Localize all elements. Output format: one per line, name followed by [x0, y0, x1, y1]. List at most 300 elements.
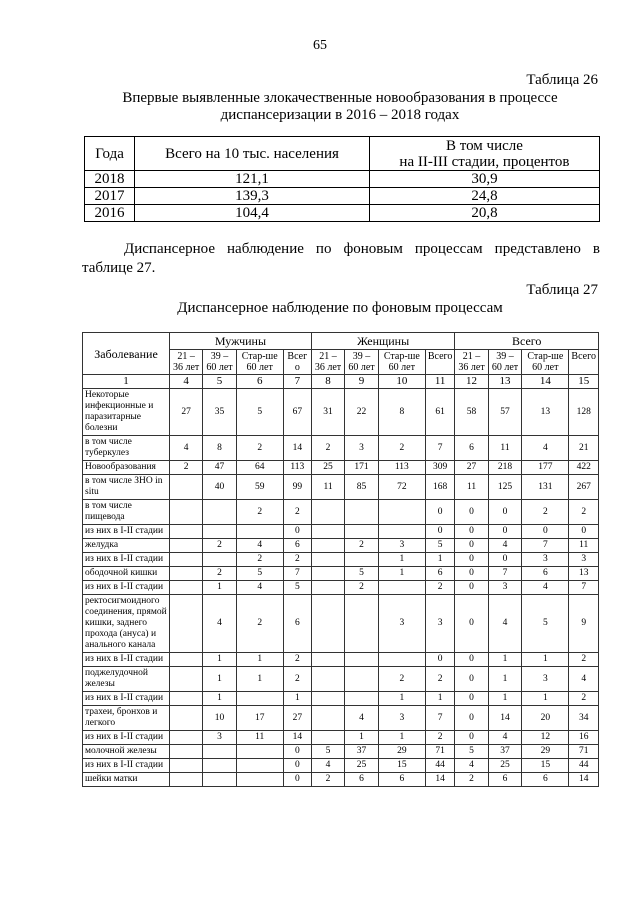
table-cell: 4 — [236, 581, 283, 595]
table-cell: 104,4 — [135, 205, 370, 222]
table-cell: 3 — [345, 436, 379, 461]
table26-caption: Таблица 26 — [526, 72, 598, 88]
table-cell: 30,9 — [369, 171, 599, 188]
disease-name: из них в I-II стадии — [83, 731, 170, 745]
table-cell — [345, 595, 379, 653]
table-cell: 13 — [522, 389, 569, 436]
table-cell: 4 — [345, 706, 379, 731]
table-cell: 2 — [425, 581, 455, 595]
table-cell: 25 — [488, 759, 522, 773]
table-cell: 1 — [378, 692, 425, 706]
table-cell — [203, 553, 236, 567]
table-cell — [170, 759, 203, 773]
table-cell — [203, 525, 236, 539]
table-26: Года Всего на 10 тыс. населения В том числе на II-III стадии, процентов 2018 121,1 30,9 2017 139,3 24,8 2016 104,4 20,8 — [84, 136, 600, 222]
table-cell — [203, 745, 236, 759]
table-row — [83, 773, 599, 787]
table-cell: 11 — [569, 539, 599, 553]
table-cell: 20 — [522, 706, 569, 731]
table-cell: 0 — [425, 525, 455, 539]
disease-name: в том числе ЗНО in situ — [83, 475, 170, 500]
table-cell — [378, 653, 425, 667]
sub-header: 21 – 36 лет — [170, 350, 203, 375]
disease-name: из них в I-II стадии — [83, 653, 170, 667]
name-header: Заболевание — [83, 333, 170, 375]
table-cell: 3 — [203, 731, 236, 745]
table-cell: 171 — [345, 461, 379, 475]
sub-header: Стар-ше 60 лет — [236, 350, 283, 375]
table-cell — [311, 539, 344, 553]
table27-caption: Таблица 27 — [526, 282, 598, 298]
table-cell: 9 — [569, 595, 599, 653]
table-cell: 7 — [283, 567, 311, 581]
table-cell: 1 — [522, 653, 569, 667]
table-cell: 1 — [488, 653, 522, 667]
column-index: 7 — [283, 375, 311, 389]
table-cell: 2 — [569, 500, 599, 525]
table-cell: 0 — [283, 745, 311, 759]
table-cell: 0 — [283, 525, 311, 539]
table-cell: 12 — [522, 731, 569, 745]
table-cell: 0 — [455, 692, 488, 706]
column-index: 12 — [455, 375, 488, 389]
table-cell: 5 — [522, 595, 569, 653]
table-cell: 31 — [311, 389, 344, 436]
sub-header: Всего — [569, 350, 599, 375]
table-cell — [170, 692, 203, 706]
table-cell: 309 — [425, 461, 455, 475]
table-cell: 5 — [236, 389, 283, 436]
table-cell: 4 — [488, 539, 522, 553]
table-cell: 4 — [170, 436, 203, 461]
table-cell: 2 — [345, 539, 379, 553]
table-cell: 2 — [378, 667, 425, 692]
group-header-row — [83, 333, 599, 350]
table-cell: 2 — [569, 653, 599, 667]
table-row — [85, 188, 600, 205]
column-index: 1 — [83, 375, 170, 389]
table-cell: 0 — [425, 653, 455, 667]
table-cell: 1 — [203, 581, 236, 595]
table-cell: 14 — [425, 773, 455, 787]
table-cell: 121,1 — [135, 171, 370, 188]
table-row — [83, 500, 599, 525]
table-cell — [345, 553, 379, 567]
table-cell — [203, 500, 236, 525]
table-cell: 2 — [236, 436, 283, 461]
table-cell: 5 — [283, 581, 311, 595]
table-cell — [170, 653, 203, 667]
table-cell: 5 — [311, 745, 344, 759]
table-cell: 11 — [455, 475, 488, 500]
disease-name: в том числе пищевода — [83, 500, 170, 525]
table-cell: 99 — [283, 475, 311, 500]
table-row — [83, 653, 599, 667]
table-cell — [311, 500, 344, 525]
table27-title: Диспансерное наблюдение по фоновым процессам — [177, 300, 503, 316]
table-cell: 6 — [522, 567, 569, 581]
table-cell — [170, 567, 203, 581]
table-cell: 1 — [425, 553, 455, 567]
table-cell — [345, 500, 379, 525]
table-cell: 6 — [455, 436, 488, 461]
table-cell: 2 — [236, 553, 283, 567]
table-row — [83, 475, 599, 500]
table-cell: 7 — [522, 539, 569, 553]
table-cell: 11 — [311, 475, 344, 500]
table-cell: 14 — [569, 773, 599, 787]
table-row — [83, 539, 599, 553]
table-cell: 0 — [522, 525, 569, 539]
column-index: 14 — [522, 375, 569, 389]
table-cell: 125 — [488, 475, 522, 500]
sub-header: 39 – 60 лет — [488, 350, 522, 375]
table-cell: 3 — [522, 553, 569, 567]
table-cell: 2 — [522, 500, 569, 525]
table-cell: 3 — [378, 595, 425, 653]
table-cell: 34 — [569, 706, 599, 731]
table-cell: 6 — [378, 773, 425, 787]
table-cell: 2 — [203, 567, 236, 581]
table-cell — [236, 745, 283, 759]
column-index: 6 — [236, 375, 283, 389]
table-row — [83, 731, 599, 745]
table-cell: 2016 — [85, 205, 135, 222]
table-cell: 44 — [569, 759, 599, 773]
table-cell — [311, 653, 344, 667]
table-cell — [170, 500, 203, 525]
table-cell: 0 — [455, 525, 488, 539]
table-cell: 11 — [488, 436, 522, 461]
table-cell: 6 — [283, 539, 311, 553]
table-cell — [311, 581, 344, 595]
table-cell: 4 — [488, 595, 522, 653]
table-cell — [170, 667, 203, 692]
table-cell: 5 — [425, 539, 455, 553]
table-cell: 2 — [378, 436, 425, 461]
table-cell — [170, 525, 203, 539]
table-row — [83, 461, 599, 475]
table-cell: 35 — [203, 389, 236, 436]
table-cell: 1 — [522, 692, 569, 706]
table-cell: 1 — [203, 667, 236, 692]
table-cell: 2 — [283, 553, 311, 567]
table-cell: 15 — [522, 759, 569, 773]
table-cell — [345, 525, 379, 539]
table-cell: 58 — [455, 389, 488, 436]
table-cell: 2 — [425, 731, 455, 745]
disease-name: ректосигмоидного соединения, прямой кишки, заднего прохода (ануса) и анального канала — [83, 595, 170, 653]
table-cell: 3 — [425, 595, 455, 653]
table-cell: 14 — [488, 706, 522, 731]
table-cell: 0 — [283, 773, 311, 787]
table-cell: 44 — [425, 759, 455, 773]
sub-header: Всег о — [283, 350, 311, 375]
disease-name: ободочной кишки — [83, 567, 170, 581]
table-cell: 5 — [236, 567, 283, 581]
table-cell: 2018 — [85, 171, 135, 188]
table-cell — [170, 595, 203, 653]
table-row — [83, 759, 599, 773]
disease-name: из них в I-II стадии — [83, 525, 170, 539]
column-index: 13 — [488, 375, 522, 389]
table-cell: 2 — [311, 436, 344, 461]
table-cell: 113 — [283, 461, 311, 475]
table-cell: 22 — [345, 389, 379, 436]
table-cell: 59 — [236, 475, 283, 500]
table-cell — [236, 773, 283, 787]
table-cell — [345, 692, 379, 706]
table-cell: 168 — [425, 475, 455, 500]
table-cell: 3 — [488, 581, 522, 595]
table-cell: 71 — [425, 745, 455, 759]
table-row — [85, 171, 600, 188]
table-cell — [311, 525, 344, 539]
table-cell: 61 — [425, 389, 455, 436]
table-cell: 29 — [522, 745, 569, 759]
table-cell: 2 — [455, 773, 488, 787]
disease-name: из них в I-II стадии — [83, 759, 170, 773]
table-cell: 5 — [345, 567, 379, 581]
table-cell: 15 — [378, 759, 425, 773]
table-cell — [378, 500, 425, 525]
table-cell: 1 — [283, 692, 311, 706]
table-cell — [236, 692, 283, 706]
table-cell: 2 — [283, 653, 311, 667]
table-cell: 21 — [569, 436, 599, 461]
table-cell: 7 — [569, 581, 599, 595]
table-row — [83, 389, 599, 436]
table-cell: 6 — [425, 567, 455, 581]
table-cell: 3 — [378, 706, 425, 731]
table-cell — [311, 731, 344, 745]
sub-header: 21 – 36 лет — [311, 350, 344, 375]
paragraph: Диспансерное наблюдение по фоновым процессам представлено в таблице 27. — [82, 241, 600, 276]
column-index: 8 — [311, 375, 344, 389]
table-cell — [311, 567, 344, 581]
column-index: 11 — [425, 375, 455, 389]
sub-header: 39 – 60 лет — [345, 350, 379, 375]
table-row — [83, 745, 599, 759]
table-cell: 25 — [345, 759, 379, 773]
sub-header: 39 – 60 лет — [203, 350, 236, 375]
table-cell — [236, 525, 283, 539]
table-cell: 0 — [455, 567, 488, 581]
table-cell: 2 — [236, 500, 283, 525]
table-cell: 1 — [378, 553, 425, 567]
table-row — [83, 525, 599, 539]
table-cell — [170, 581, 203, 595]
table-cell: 1 — [236, 667, 283, 692]
table-cell: 27 — [283, 706, 311, 731]
table-row — [83, 595, 599, 653]
table-cell: 27 — [455, 461, 488, 475]
table-cell: 1 — [236, 653, 283, 667]
table-cell: 7 — [425, 436, 455, 461]
table-cell: 0 — [425, 500, 455, 525]
table-row — [83, 667, 599, 692]
table-cell: 1 — [488, 692, 522, 706]
table-cell: 2017 — [85, 188, 135, 205]
table-cell — [311, 553, 344, 567]
sub-header: 21 – 36 лет — [455, 350, 488, 375]
table-cell: 1 — [378, 567, 425, 581]
table-cell — [170, 475, 203, 500]
table-cell: 17 — [236, 706, 283, 731]
table-cell: 1 — [203, 653, 236, 667]
table-cell: 2 — [203, 539, 236, 553]
table-cell: 0 — [455, 731, 488, 745]
table-cell: 4 — [311, 759, 344, 773]
table-cell: 4 — [488, 731, 522, 745]
table-cell: 27 — [170, 389, 203, 436]
table-cell: 6 — [345, 773, 379, 787]
group-header: Женщины — [311, 333, 455, 350]
table-cell: 4 — [203, 595, 236, 653]
column-index: 5 — [203, 375, 236, 389]
table-cell: 64 — [236, 461, 283, 475]
table-cell: 14 — [283, 731, 311, 745]
table-cell — [203, 773, 236, 787]
disease-name: из них в I-II стадии — [83, 553, 170, 567]
table-cell: 1 — [345, 731, 379, 745]
table-cell: 4 — [522, 581, 569, 595]
table-cell: 2 — [236, 595, 283, 653]
index-row — [83, 375, 599, 389]
table-cell: 177 — [522, 461, 569, 475]
table-cell: 57 — [488, 389, 522, 436]
disease-name: поджелудочной железы — [83, 667, 170, 692]
table-cell: 2 — [311, 773, 344, 787]
table-row — [83, 692, 599, 706]
table-cell — [311, 667, 344, 692]
table-cell: 20,8 — [369, 205, 599, 222]
table-cell: 0 — [455, 553, 488, 567]
disease-name: шейки матки — [83, 773, 170, 787]
sub-header: Стар-ше 60 лет — [522, 350, 569, 375]
table-cell: 11 — [236, 731, 283, 745]
table-cell — [170, 706, 203, 731]
table-cell: 113 — [378, 461, 425, 475]
disease-name: Новообразования — [83, 461, 170, 475]
table26-title: Впервые выявленные злокачественные новообразования в процессе диспансеризации в 2016 – 2018 годах — [122, 90, 558, 123]
column-index: 4 — [170, 375, 203, 389]
table-cell: 2 — [569, 692, 599, 706]
group-header: Мужчины — [170, 333, 312, 350]
table-cell: 4 — [236, 539, 283, 553]
table-cell: 40 — [203, 475, 236, 500]
page-number: 65 — [313, 38, 327, 53]
group-header: Всего — [455, 333, 599, 350]
table-row — [83, 567, 599, 581]
table-cell — [203, 759, 236, 773]
table-cell: 2 — [345, 581, 379, 595]
table-cell — [236, 759, 283, 773]
table-cell: 25 — [311, 461, 344, 475]
table-cell: 1 — [378, 731, 425, 745]
disease-name: желудка — [83, 539, 170, 553]
table-cell: 8 — [378, 389, 425, 436]
table-cell — [170, 745, 203, 759]
table-cell: 0 — [488, 525, 522, 539]
disease-name: из них в I-II стадии — [83, 581, 170, 595]
table-cell — [170, 553, 203, 567]
table-cell: 7 — [425, 706, 455, 731]
table-cell: 13 — [569, 567, 599, 581]
table-row — [85, 205, 600, 222]
table-cell: 3 — [569, 553, 599, 567]
table-cell: 0 — [455, 539, 488, 553]
table-cell: 5 — [455, 745, 488, 759]
table-row — [83, 581, 599, 595]
table-cell: 6 — [488, 773, 522, 787]
table-cell: 3 — [522, 667, 569, 692]
disease-name: трахеи, бронхов и легкого — [83, 706, 170, 731]
table-cell: 128 — [569, 389, 599, 436]
table-cell: 0 — [569, 525, 599, 539]
table-cell: 14 — [283, 436, 311, 461]
table-cell: 0 — [488, 553, 522, 567]
column-index: 15 — [569, 375, 599, 389]
table-cell: 218 — [488, 461, 522, 475]
table-cell: 37 — [488, 745, 522, 759]
table-cell: 139,3 — [135, 188, 370, 205]
table-cell: 8 — [203, 436, 236, 461]
column-index: 10 — [378, 375, 425, 389]
table-cell: 422 — [569, 461, 599, 475]
table-cell: 2 — [425, 667, 455, 692]
table-cell: 4 — [569, 667, 599, 692]
table-cell — [170, 773, 203, 787]
table-cell: 29 — [378, 745, 425, 759]
table-cell: 0 — [455, 581, 488, 595]
table-cell: 0 — [455, 667, 488, 692]
table-cell — [170, 539, 203, 553]
table-cell — [311, 692, 344, 706]
table-row — [83, 436, 599, 461]
table-cell — [345, 667, 379, 692]
table-cell — [378, 581, 425, 595]
table-cell: 4 — [522, 436, 569, 461]
table-cell: 131 — [522, 475, 569, 500]
table-cell: 2 — [283, 667, 311, 692]
column-index: 9 — [345, 375, 379, 389]
table-cell — [170, 731, 203, 745]
table-27 — [82, 332, 599, 787]
table-cell: 67 — [283, 389, 311, 436]
table-cell: 1 — [488, 667, 522, 692]
table-cell: 2 — [170, 461, 203, 475]
table-cell — [378, 525, 425, 539]
table-cell: 0 — [455, 595, 488, 653]
table-cell: 6 — [522, 773, 569, 787]
table-cell: 2 — [283, 500, 311, 525]
table-cell: 267 — [569, 475, 599, 500]
table-cell: 0 — [455, 653, 488, 667]
table-cell: 10 — [203, 706, 236, 731]
sub-header: Стар-ше 60 лет — [378, 350, 425, 375]
sub-header: Всего — [425, 350, 455, 375]
table-cell: 0 — [488, 500, 522, 525]
table-cell: 37 — [345, 745, 379, 759]
disease-name: Некоторые инфекционные и паразитарные болезни — [83, 389, 170, 436]
table-cell: 16 — [569, 731, 599, 745]
table-cell — [311, 595, 344, 653]
table-row — [83, 706, 599, 731]
table-cell: 4 — [455, 759, 488, 773]
disease-name: в том числе туберкулез — [83, 436, 170, 461]
table-cell: 3 — [378, 539, 425, 553]
